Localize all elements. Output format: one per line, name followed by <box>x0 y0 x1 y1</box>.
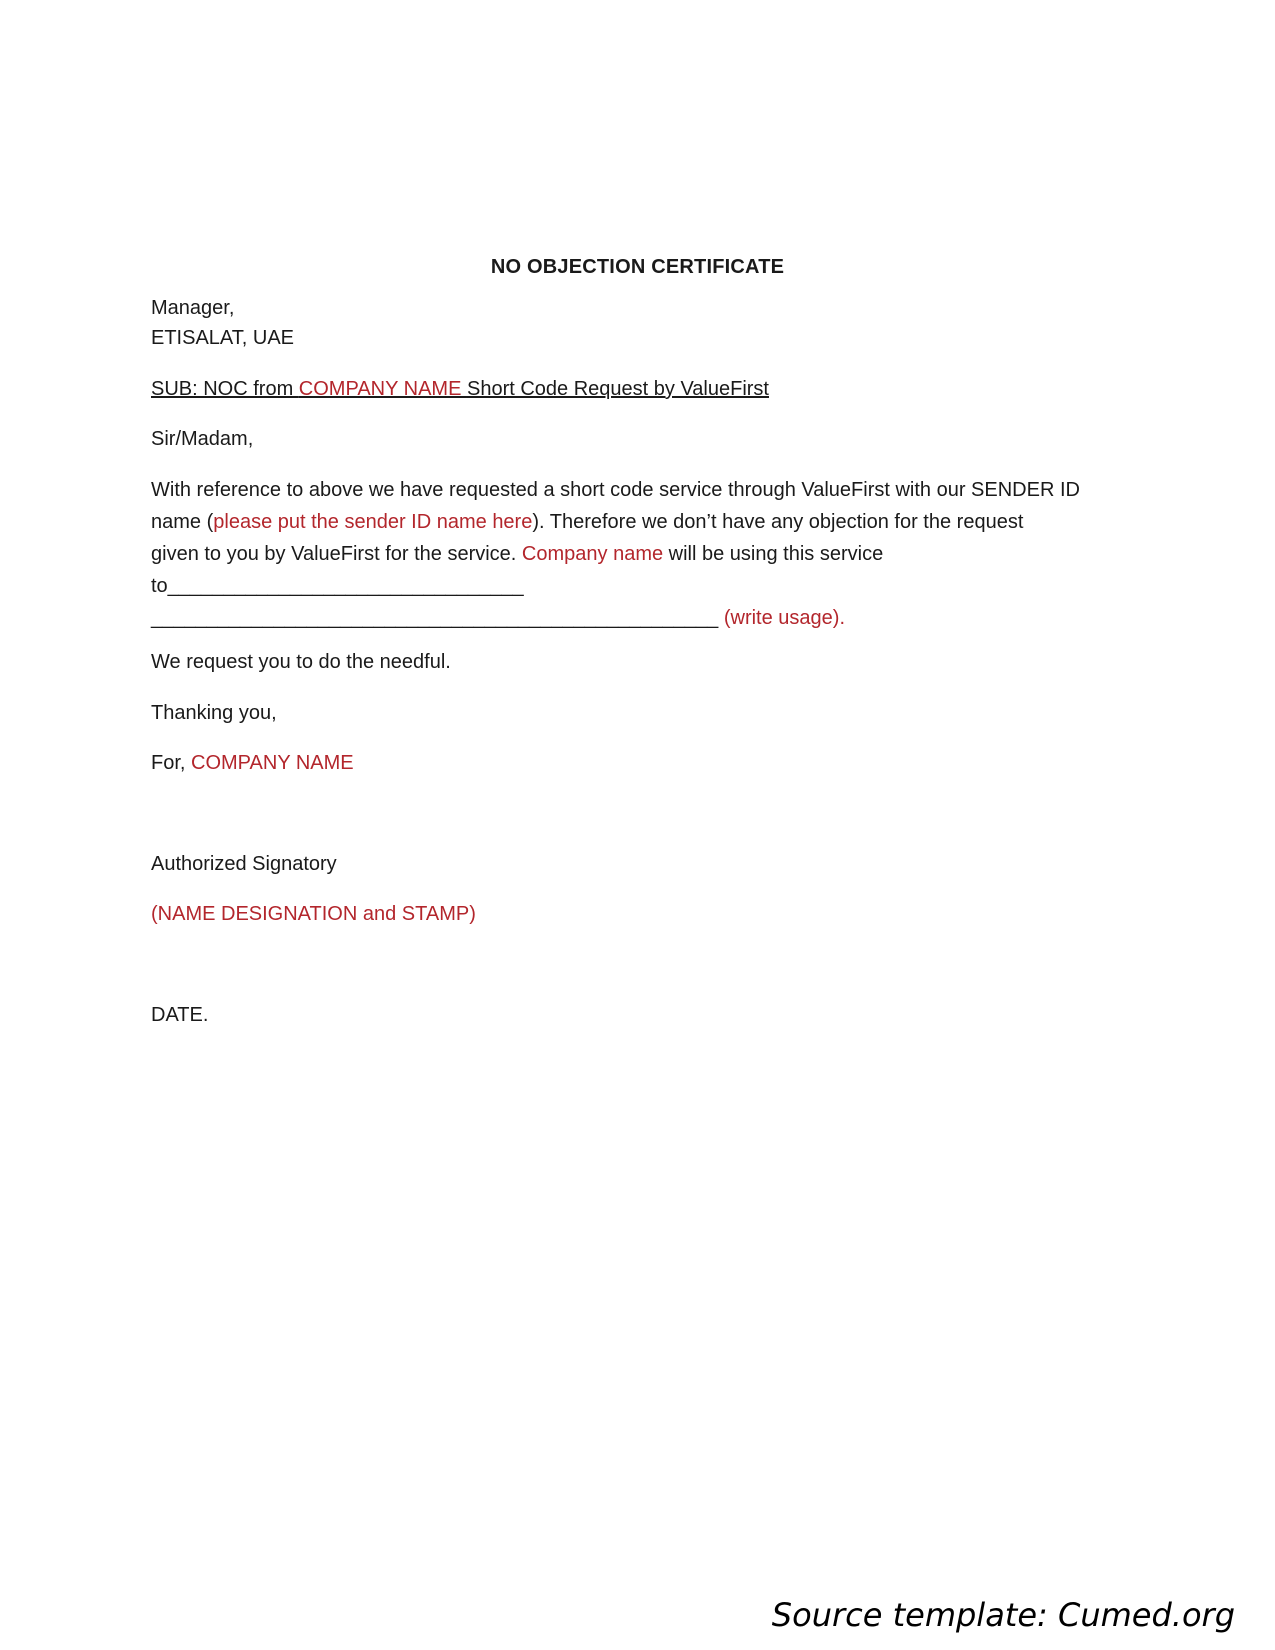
subject-company-placeholder: COMPANY NAME <box>298 378 467 400</box>
body-row-3 <box>151 538 1151 570</box>
usage-blank-line-2: ___________________________________________________ <box>151 607 724 629</box>
for-company-line <box>151 747 354 779</box>
write-usage-placeholder: (write usage). <box>723 607 845 629</box>
closing-line: Thanking you, <box>151 702 277 724</box>
for-prefix: For, <box>151 752 192 774</box>
body-row-2-text-a: name ( <box>151 511 214 533</box>
request-line: We request you to do the needful. <box>151 651 451 673</box>
body-row-1: With reference to above we have requested a short code service through ValueFirst with our SENDER ID <box>151 479 1080 501</box>
recipient-line-2: ETISALAT, UAE <box>151 327 295 349</box>
document-title: NO OBJECTION CERTIFICATE <box>490 256 785 278</box>
usage-blank-line-1: to________________________________ <box>151 575 524 597</box>
recipient-line-1: Manager, <box>151 297 235 319</box>
subject-prefix: SUB: NOC from <box>151 378 299 400</box>
sender-id-placeholder: please put the sender ID name here <box>213 511 533 533</box>
body-row-2 <box>151 506 1151 538</box>
body-row-3-text-b: will be using this service <box>663 543 884 565</box>
for-company-placeholder: COMPANY NAME <box>191 752 354 774</box>
body-row-5 <box>151 602 1151 634</box>
body-paragraph <box>151 474 1151 634</box>
authorized-signatory: Authorized Signatory <box>151 853 337 875</box>
salutation: Sir/Madam, <box>151 428 254 450</box>
date-line: DATE. <box>151 1004 209 1026</box>
subject-line <box>151 373 769 405</box>
source-watermark: Source template: Cumed.org <box>771 1596 1235 1634</box>
body-row-3-text-a: given to you by ValueFirst for the service. <box>151 543 522 565</box>
subject-suffix: Short Code Request by ValueFirst <box>466 378 769 400</box>
company-name-placeholder: Company name <box>521 543 664 565</box>
body-row-2-text-b: ). Therefore we don’t have any objection for the request <box>532 511 1024 533</box>
signatory-details-placeholder: (NAME DESIGNATION and STAMP) <box>151 903 476 925</box>
